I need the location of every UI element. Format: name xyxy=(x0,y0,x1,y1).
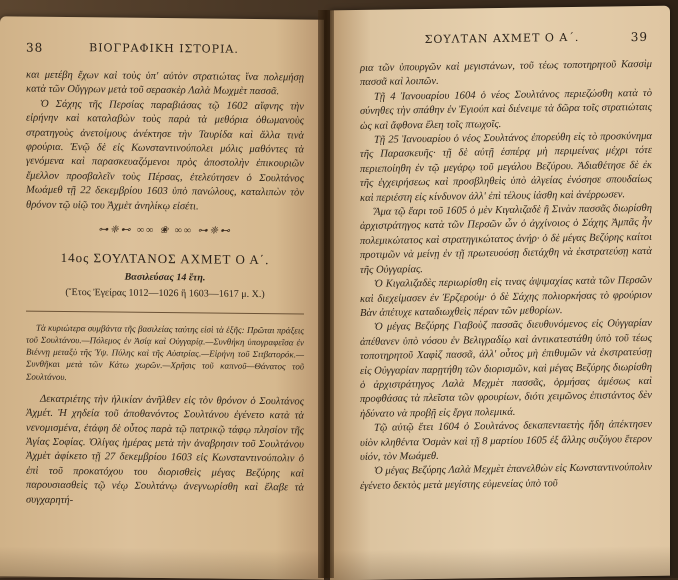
paragraph: και μετέβη ἔχων καὶ τοὺς ὑπ' αὐτὸν στρατιώτας ἵνα πολεμήσῃ κατὰ τῶν Οὔγγρων μετὰ τοῦ σερασκὲρ Λαλὰ Μωχμὲτ πασσᾶ. xyxy=(26,69,304,98)
running-head: ΒΙΟΓΡΑΦΙΚΗ ΙΣΤΟΡΙΑ. xyxy=(89,41,239,56)
right-page-header xyxy=(356,30,648,56)
paragraph: Τῇ 25 Ἰανουαρίου ὁ νέος Σουλτάνος ἐπορεύθη εἰς τὸ προσκύνημα τῆς Παρασκευῆς· τῇ δὲ αὐτῇ ἑσπέρᾳ μὴ περιμείνας μέχρι τότε περιεποίηθη ἐν τῷ μεγάρῳ τοῦ μεγάλου Βεζύρου. Ἀδιαθέτησε δὲ ἐκ τῆς ἐγχειρήσεως καὶ προσβληθεὶς ὑπὸ ἀλγείας ἐνόσησε σπουδαίως καὶ περιέστη εἰς κίνδυνον ἀλλ' ἐπὶ τέλους ἰάσθη καὶ ἀνέρρωσεν. xyxy=(360,130,652,204)
page-shadow xyxy=(330,546,670,580)
divider-rule xyxy=(26,310,304,314)
paragraph: Ὁ μέγας Βεζύρης Λαλὰ Μεχμὲτ ἐπανελθὼν εἰς Κωνσταντινούπολιν ἐγένετο δεκτὸς μετὰ μεγίστης εὐμενείας ὑπὸ τοῦ xyxy=(360,462,653,492)
ornament-divider: ⊶❈⊷ ∞∞ ❀ ∞∞ ⊶❈⊷ xyxy=(98,224,232,237)
page-shadow xyxy=(0,546,324,579)
page-number: 38 xyxy=(26,40,44,55)
paragraph: Τῷ αὐτῷ ἔτει 1604 ὁ Σουλτάνος δεκαπενταετὴς ἤδη ἀπέκτησεν υἱὸν κληθέντα Ὀσμὰν καὶ τῇ 8 μαρτίου 1605 ἐξ ἄλλης συζύγου ἕτερον υἱόν, τὸν Μωάμεθ. xyxy=(360,419,652,463)
left-page xyxy=(0,16,324,579)
paragraph: Δεκατριέτης τὴν ἡλικίαν ἀνῆλθεν εἰς τὸν θρόνον ὁ Σουλτάνος Ἀχμέτ. Ἡ χηδεία τοῦ ἀποθανόντος Σουλτάνου ἐγένετο κατὰ τὰ νενομισμένα, ἐτάφη δὲ οὗτος παρὰ τῷ πατρικῷ τάφῳ πλησίον τῆς Ἁγίας Σοφίας. Ὀλίγας ἡμέρας μετὰ τὴν ἀναβρησιν τοῦ Σουλτάνου Ἀχμὲτ ἀφίκετο τῇ 27 δεκεμβρίου 1603 εἰς Κωνσταντινούπολιν ὁ ἐπὶ τοῦ προκατόχου του διορισθεὶς μέγας Βεζύρης καὶ παρουσιασθεὶς τῷ νέῳ Σουλτάνῳ ἀνεγνωρίσθη καὶ ἔλαβε τὰ συγχαρητή- xyxy=(26,393,304,506)
paragraph: Ὁ μέγας Βεζύρης Γιαβοὺζ πασσᾶς διευθυνόμενος εἰς Οὐγγαρίαν ἀπέθανεν ὑπὸ νόσου ἐν Βελιγραδίῳ καὶ ἀντικατεστάθη ὑπὸ τοῦ τέως τοποτηρητοῦ Χαφὶζ πασσᾶ, ἀλλ' οὗτος μὴ ἐπιθυμῶν νὰ ἐκστρατεύσῃ εἰς Οὐγγαρίαν παρῃτήθη τῶν διορισμῶν, καὶ μέγας Βεζύρης διωρίσθη ὁ ἀρχιστράτηγος Λαλὰ Μεχμὲτ πασσᾶς, ὁρμήσας ἀμέσως καὶ προφθάσας τὰ πλεῖστα τῶν φρουρίων, διότι χειμῶνος ἐπιστάντος δὲν ἠδύνατο νὰ προβῇ εἰς ἔργα πολεμικά. xyxy=(360,318,652,420)
left-page-header xyxy=(26,41,302,66)
right-page xyxy=(330,6,670,580)
paragraph: Τῇ 4 Ἰανουαρίου 1604 ὁ νέος Σουλτάνος περιεζώσθη κατὰ τὸ σύνηθες τὴν σπάθην ἐν Ἐγιούπ καὶ διένειμε τὰ δῶρα τοῖς στρατιώταις ὡς καὶ ἄφθονα ἔλεη τοῖς πτωχοῖς. xyxy=(360,87,652,132)
paragraph: Ὁ Σάχης τῆς Περσίας παραβιάσας τῷ 1602 αἴφνης τὴν εἰρήνην καὶ καταλαβὼν τοὺς παρὰ τὰ μεθόρια ὀθωμανοὺς στρατηγοὺς ἀνετοίμους ἀνέκτησε τὴν Ταυρίδα καὶ ἄλλα τινὰ φρούρια. Ἐνῷ δὲ εἰς Κωνσταντινούπολει μόλις μαθόντες τὰ γενόμενα καὶ παρασκευαζόμενοι πρὸς ἀποστολὴν ἐπικουριῶν ἔμελλον προσβαλεῖν τοὺς Πέρσας, ἐτελεύτησεν ὁ Σουλτάνος Μωάμεθ τῇ 22 δεκεμβρίου 1603 ὑπὸ πανώλους, καταλιπὼν τὸν θρόνον τῷ υἱῷ του Ἀχμὲτ ἀνηλίκῳ εἰσέτι. xyxy=(26,98,304,213)
chapter-subtitle: Βασιλεύσας 14 ἔτη. xyxy=(124,271,206,284)
chapter-dates: (Ἔτος Ἐγείρας 1012—1026 ἢ 1603—1617 μ. Χ.) xyxy=(65,287,265,301)
paragraph: Ἅμα τῷ ἔαρι τοῦ 1605 ὁ μὲν Κιγαλιζαδὲ ἢ Σινὰν πασσᾶς διωρίσθη ἀρχιστράτηγος κατὰ τῶν Περσῶν ὧν ὁ ἀγχίνοιος ὁ Σάχης Ἀμπᾶς ἦν πολεμικώτατος καὶ στρατηγικώτατος ἀνήρ· ὁ δὲ μέγας Βεζύρης καίτοι προτιμῶν νὰ μείνῃ ἐν τῇ πρωτευούσῃ διετάχθη νὰ ἐκστρατεύσῃ κατὰ τῆς Οὐγγαρίας. xyxy=(360,202,652,276)
chapter-summary xyxy=(26,321,304,385)
chapter-title: 14ος ΣΟΥΛΤΑΝΟΣ ΑΧΜΕΤ Ο Α΄. xyxy=(60,250,270,268)
right-page-body xyxy=(360,58,652,494)
book-gutter xyxy=(318,10,334,578)
paragraph: Ὁ Κιγαλιζαδὲς περιωρίσθη εἰς τινας ἀψιμαχίας κατὰ τῶν Περσῶν καὶ διεχείμασεν ἐν Ἐρζερούμ· ὁ δὲ Σάχης πολιορκήσας τὸ φρούριον Βὰν ἀπέτυχε καταδιωχθεὶς πέραν τῶν μεθορίων. xyxy=(360,274,652,319)
left-page-body xyxy=(26,69,304,511)
running-head: ΣΟΥΛΤΑΝ ΑΧΜΕΤ Ο Α΄. xyxy=(424,30,580,47)
page-number: 39 xyxy=(630,29,648,45)
summary-text: Τὰ κυριώτερα συμβάντα τῆς βασιλείας ταύτης εἰσὶ τὰ ἑξῆς: Πρῶται πράξεις τοῦ Σουλτάνου.—Πόλεμος ἐν Ἀσίᾳ καὶ Οὐγγαρίᾳ.—Συνθήκη ὑπογραφεῖσα ἐν Βιέννῃ μεταξὺ τῆς Ὑψ. Πύλης καὶ τῆς Αὐστρίας.—Εἰρήνη τοῦ Σιτβατορόκ.—Συνθῆκαι μετὰ τῶν Κάτω χωρῶν.—Χρῆσις τοῦ καπνοῦ—Θάνατος τοῦ Σουλτάνου. xyxy=(26,322,304,382)
paragraph: ρια τῶν ὑπουργῶν καὶ μεγιστάνων, τοῦ τέως τοποτηρητοῦ Κασσὶμ πασσᾶ καὶ λοιπῶν. xyxy=(360,58,652,89)
